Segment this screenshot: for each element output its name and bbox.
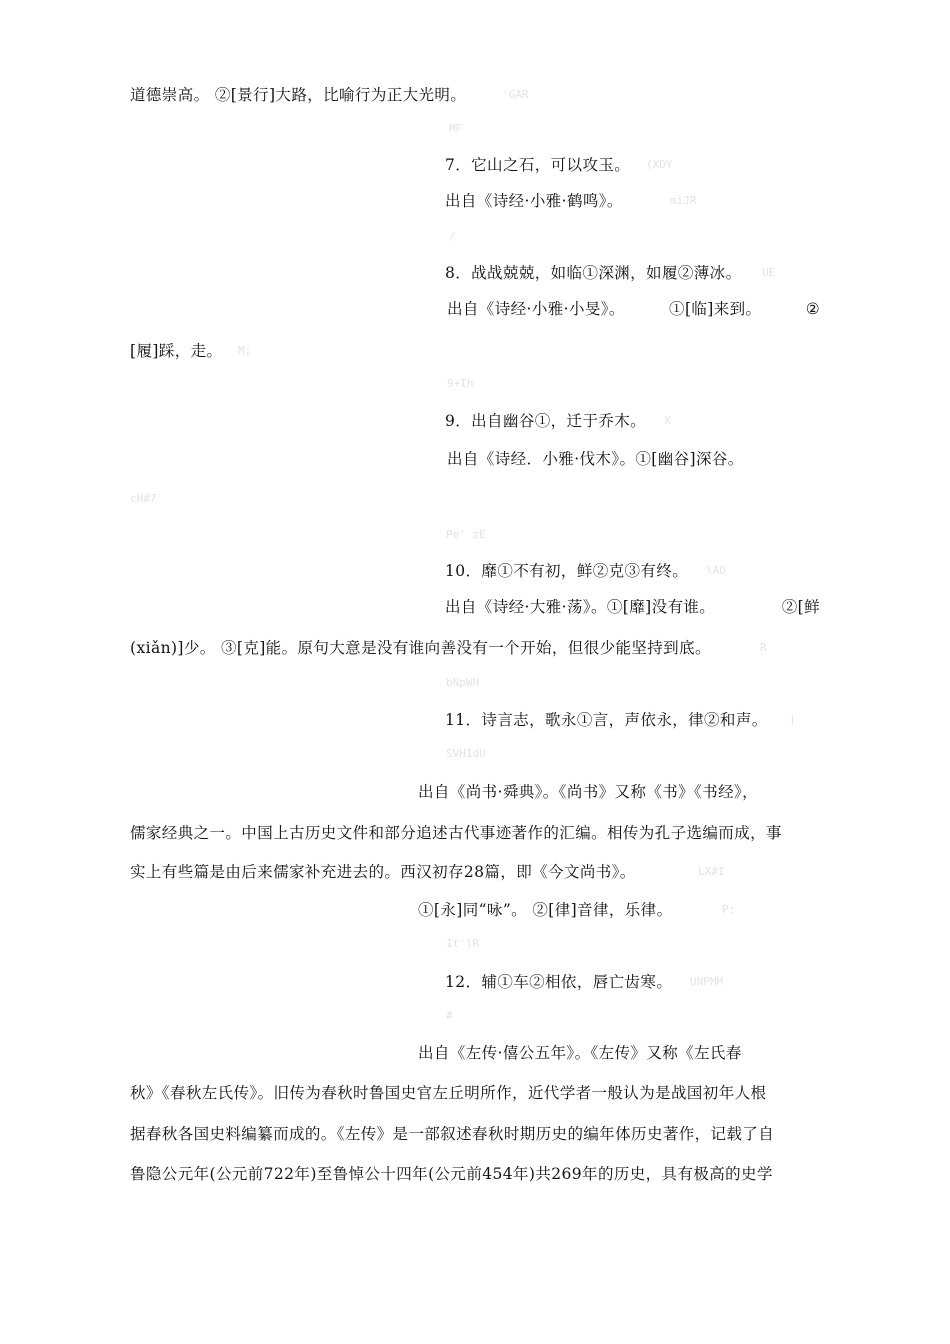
text-line-18	[418, 1043, 828, 1063]
faint-mark: miJR	[670, 194, 697, 207]
text-segment: 出自《尚书·舜典》。《尚书》又称《书》《书经》，	[418, 783, 759, 801]
faint-mark: 9+Ih	[447, 377, 474, 390]
text-line-13	[418, 782, 828, 802]
text-line-3: 出自《诗经·小雅·鹤鸣》。	[445, 192, 623, 210]
faint-mark: UNPMM	[690, 975, 724, 988]
text-line-8: 出自《诗经．小雅·伐木》。①[幽谷]深谷。	[447, 450, 744, 468]
text-line-19: 秋》《春秋左氏传》。旧传为春秋时鲁国史官左丘明所作，近代学者一般认为是战国初年人根	[130, 1084, 767, 1102]
faint-mark: bNpWH	[446, 676, 480, 689]
faint-mark: #	[446, 1009, 453, 1022]
faint-mark: cH#7	[130, 492, 157, 505]
faint-mark: Pe' zE	[446, 528, 486, 541]
text-segment: ②[鲜	[781, 598, 820, 616]
faint-mark: SVH1dU	[446, 747, 486, 760]
text-segment: 出自《诗经·小雅·小旻》。	[447, 300, 625, 318]
faint-mark: lAO	[706, 564, 726, 577]
text-line-14: 儒家经典之一。中国上古历史文件和部分追述古代事迹著作的汇编。相传为孔子选编而成，事	[130, 824, 782, 842]
text-line-1: 道德崇高。 ②[景行]大路，比喻行为正大光明。	[130, 86, 467, 104]
faint-mark: X	[664, 414, 671, 427]
faint-mark: 'GAR	[502, 88, 529, 101]
text-line-15: 实上有些篇是由后来儒家补充进去的。西汉初存28篇，即《今文尚书》。	[130, 863, 636, 881]
text-line-10	[445, 597, 820, 617]
text-line-4: 8．战战兢兢，如临①深渊，如履②薄冰。	[445, 264, 742, 282]
faint-mark: (XDY	[646, 158, 673, 171]
text-segment: ②	[805, 300, 820, 318]
text-line-2: 7．它山之石，可以攻玉。	[445, 156, 631, 174]
text-line-6: [履]踩，走。	[130, 342, 223, 360]
faint-mark: R	[760, 641, 767, 654]
faint-mark: M;	[238, 344, 252, 357]
text-line-17: 12．辅①车②相依，唇亡齿寒。	[445, 973, 673, 991]
text-line-21: 鲁隐公元年(公元前722年)至鲁悼公十四年(公元前454年)共269年的历史，具有极高的史学	[130, 1165, 773, 1183]
text-line-11: (xiǎn)]少。 ③[克]能。原句大意是没有谁向善没有一个开始，但很少能坚持到底。	[130, 639, 711, 657]
faint-mark: MF	[449, 122, 463, 135]
text-line-5	[447, 299, 820, 319]
faint-mark: UE	[762, 266, 776, 279]
text-segment: 出自《诗经·大雅·荡》。①[靡]没有谁。	[445, 598, 716, 616]
text-segment: ①[临]来到。	[669, 300, 762, 318]
text-line-12: 11．诗言志，歌永①言，声依永，律②和声。	[445, 711, 768, 729]
faint-mark: P:	[722, 903, 736, 916]
text-line-20: 据春秋各国史料编纂而成的。《左传》是一部叙述春秋时期历史的编年体历史著作，记载了自	[130, 1125, 775, 1143]
faint-mark: ]	[789, 713, 796, 726]
text-line-9: 10．靡①不有初，鲜②克③有终。	[445, 562, 689, 580]
faint-mark: LX#I	[698, 865, 725, 878]
text-line-7: 9．出自幽谷①，迁于乔木。	[445, 412, 647, 430]
text-line-16: ①[永]同“咏”。 ②[律]音律，乐律。	[418, 901, 673, 919]
faint-mark: It'lR	[446, 937, 480, 950]
faint-mark: /	[449, 230, 456, 243]
text-segment: 出自《左传·僖公五年》。《左传》又称《左氏春	[418, 1044, 742, 1062]
